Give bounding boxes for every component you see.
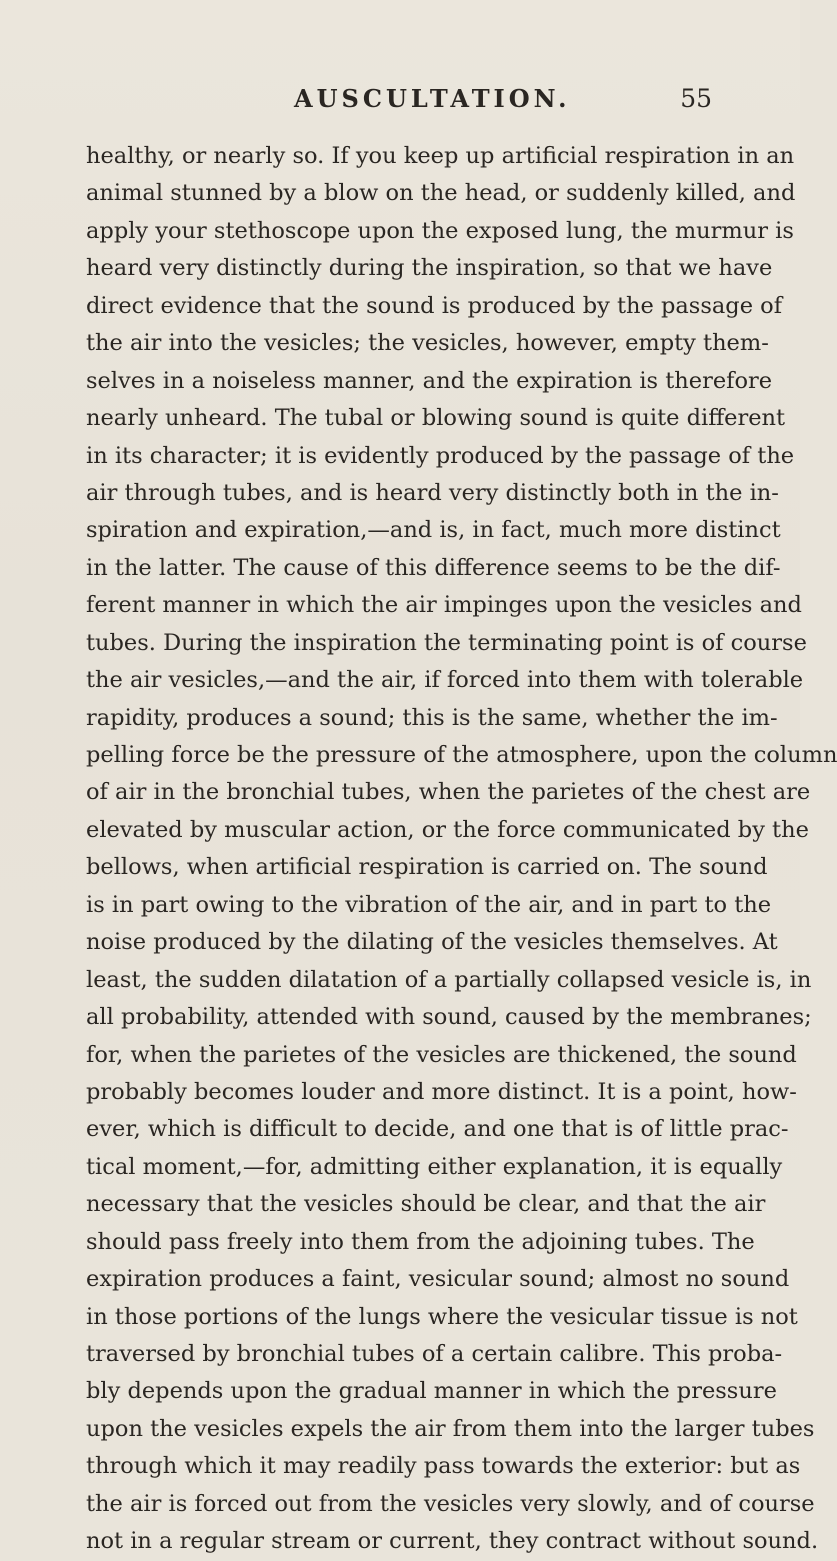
text-line: all probability, attended with sound, caused by the membranes; xyxy=(86,1004,812,1031)
running-head xyxy=(86,79,714,119)
text-line: the air is forced out from the vesicles very slowly, and of course xyxy=(86,1490,815,1517)
text-line: probably becomes louder and more distinct. It is a point, how- xyxy=(86,1078,797,1105)
text-line: nearly unheard. The tubal or blowing sound is quite different xyxy=(86,405,786,432)
text-line: pelling force be the pressure of the atmosphere, upon the column xyxy=(86,742,837,768)
text-line: the air into the vesicles; the vesicles, however, empty them- xyxy=(86,330,769,357)
text-line: is in part owing to the vibration of the air, and in part to the xyxy=(86,891,772,918)
running-head-title: AUSCULTATION. xyxy=(294,84,571,113)
text-line: of air in the bronchial tubes, when the parietes of the chest are xyxy=(86,779,811,806)
body-paragraph xyxy=(86,138,837,1561)
text-line: healthy, or nearly so. If you keep up artificial respiration in an xyxy=(86,143,795,169)
text-line: ever, which is difficult to decide, and one that is of little prac- xyxy=(86,1116,789,1143)
text-line: should pass freely into them from the adjoining tubes. The xyxy=(86,1228,755,1255)
text-line: selves in a noiseless manner, and the expiration is therefore xyxy=(86,367,773,394)
text-line: in those portions of the lungs where the vesicular tissue is not xyxy=(86,1303,798,1330)
text-line: necessary that the vesicles should be clear, and that the air xyxy=(86,1191,766,1218)
text-line: air through tubes, and is heard very distinctly both in the in- xyxy=(86,479,779,506)
page-number: 55 xyxy=(680,84,712,113)
text-line: spiration and expiration,—and is, in fact, much more distinct xyxy=(86,517,781,544)
text-line: not in a regular stream or current, they contract without sound. xyxy=(86,1528,819,1555)
text-line: expiration produces a faint, vesicular sound; almost no sound xyxy=(86,1266,790,1293)
text-line: heard very distinctly during the inspiration, so that we have xyxy=(86,255,773,282)
text-line: tubes. During the inspiration the terminating point is of course xyxy=(86,629,807,656)
text-line: apply your stethoscope upon the exposed lung, the murmur is xyxy=(86,217,794,244)
text-line: ferent manner in which the air impinges upon the vesicles and xyxy=(86,592,802,619)
text-line: direct evidence that the sound is produced by the passage of xyxy=(86,292,783,319)
text-line: least, the sudden dilatation of a partially collapsed vesicle is, in xyxy=(86,966,812,993)
text-line: noise produced by the dilating of the vesicles themselves. At xyxy=(86,929,778,956)
text-line: in its character; it is evidently produced by the passage of the xyxy=(86,442,795,469)
text-line: the air vesicles,—and the air, if forced into them with tolerable xyxy=(86,667,804,694)
text-line: elevated by muscular action, or the force communicated by the xyxy=(86,816,809,843)
text-line: tical moment,—for, admitting either explanation, it is equally xyxy=(86,1153,783,1180)
text-line: rapidity, produces a sound; this is the same, whether the im- xyxy=(86,704,778,731)
text-line: in the latter. The cause of this difference seems to be the dif- xyxy=(86,554,781,581)
text-line: through which it may readily pass towards the exterior: but as xyxy=(86,1453,801,1480)
text-line: upon the vesicles expels the air from them into the larger tubes xyxy=(86,1415,815,1442)
text-line: traversed by bronchial tubes of a certain calibre. This proba- xyxy=(86,1341,783,1367)
text-line: bly depends upon the gradual manner in which the pressure xyxy=(86,1378,777,1405)
text-line: animal stunned by a blow on the head, or suddenly killed, and xyxy=(86,180,796,207)
text-line: for, when the parietes of the vesicles are thickened, the sound xyxy=(86,1041,797,1068)
text-line: bellows, when artificial respiration is carried on. The sound xyxy=(86,854,768,881)
